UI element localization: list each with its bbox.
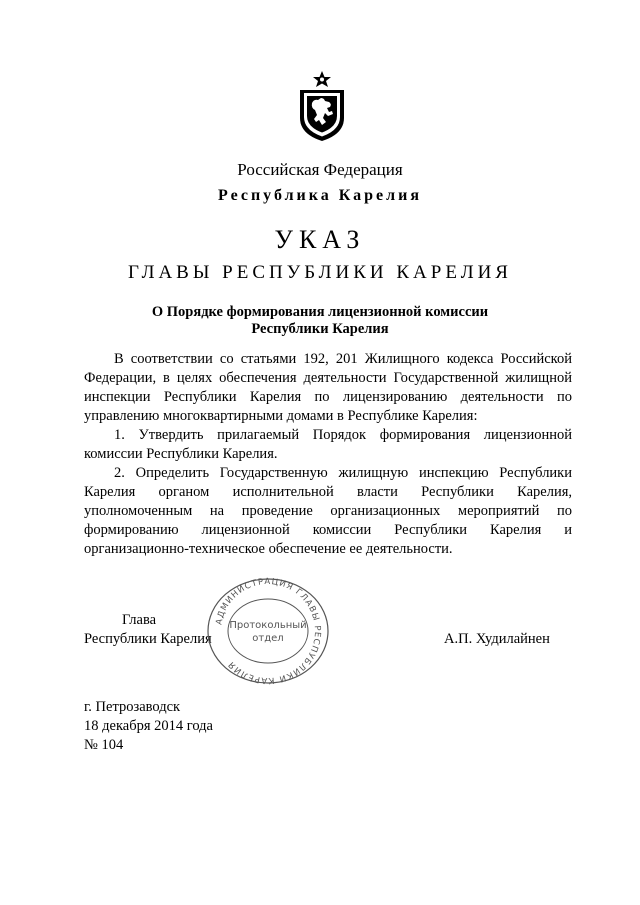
title-line-2: Республики Карелия <box>251 321 389 337</box>
signatory-name: А.П. Худилайнен <box>444 631 550 647</box>
issuer: ГЛАВЫ РЕСПУБЛИКИ КАРЕЛИЯ <box>128 262 512 283</box>
document-number: № 104 <box>84 737 124 753</box>
paragraph-item-2: 2. Определить Государственную жилищную инспекцию Республики Карелия органом исполнительной власти Республики Карелия, уполномоченным на проведение организационных мероприятий по формированию лицензионной комиссии Республики Карелия и организационно-техническое обеспечение ее деятельности. <box>84 465 572 557</box>
republic-name: Республика Карелия <box>218 187 422 204</box>
stamp-inner-line-2: отдел <box>252 633 284 644</box>
document-body <box>84 350 572 559</box>
paragraph-item-1: 1. Утвердить прилагаемый Порядок формирования лицензионной комиссии Республики Карелия. <box>84 427 572 462</box>
country-name: Российская Федерация <box>237 160 403 179</box>
stamp-ring-text: АДМИНИСТРАЦИЯ ГЛАВЫ РЕСПУБЛИКИ КАРЕЛИЯ <box>214 576 323 686</box>
signature-role-line-2: Республики Карелия <box>84 631 212 647</box>
stamp-inner-line-1: Протокольный <box>229 620 307 631</box>
signing-place: г. Петрозаводск <box>84 699 181 715</box>
official-stamp <box>203 576 333 686</box>
signature-role-line-1: Глава <box>122 612 157 628</box>
document-type: УКАЗ <box>274 225 366 254</box>
document-title <box>0 304 640 338</box>
paragraph-preamble: В соответствии со статьями 192, 201 Жилищного кодекса Российской Федерации, в целях обеспечения деятельности Государственной жилищной инспекции Республики Карелия по лицензированию деятельности по управлению многоквартирными домами в Республике Карелия: <box>84 351 572 424</box>
karelia-coat-of-arms-icon <box>294 70 350 142</box>
signing-date: 18 декабря 2014 года <box>84 718 213 734</box>
title-line-1: О Порядке формирования лицензионной комиссии <box>151 304 489 320</box>
